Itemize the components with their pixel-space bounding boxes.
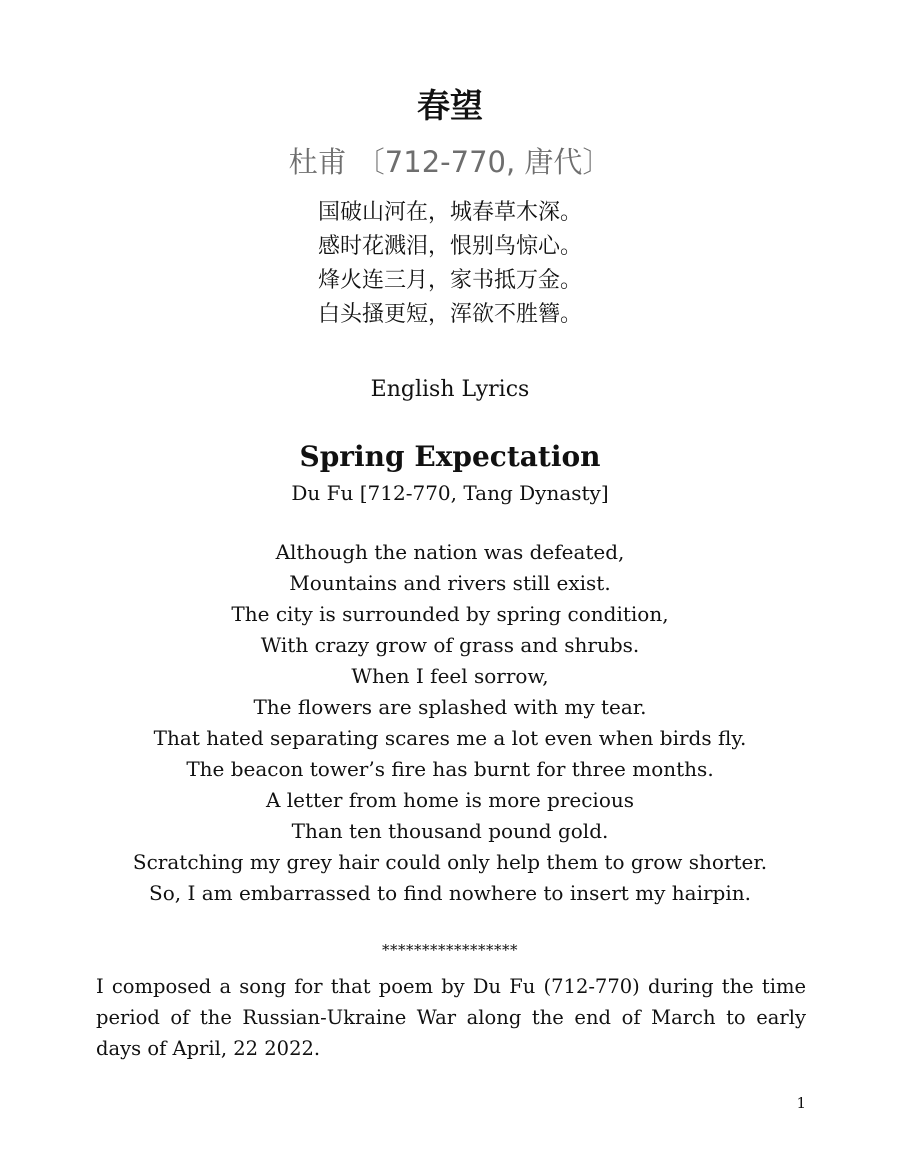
english-poem-line: A letter from home is more precious <box>265 788 635 812</box>
english-poem-body <box>0 537 900 909</box>
english-poem-author: Du Fu [712-770, Tang Dynasty] <box>291 481 609 505</box>
chinese-poem-body <box>0 196 900 332</box>
chinese-poem-line: 烽火连三月，家书抵万金。 <box>317 268 582 293</box>
english-poem-line: Than ten thousand pound gold. <box>291 819 609 843</box>
chinese-poem-line: 国破山河在，城春草木深。 <box>317 200 582 225</box>
english-poem-line: The beacon tower’s fire has burnt for three months. <box>186 757 714 781</box>
chinese-poem-title: 春望 <box>417 86 483 125</box>
chinese-poem-line: 白头搔更短，浑欲不胜簪。 <box>317 302 582 327</box>
composer-note: I composed a song for that poem by Du Fu (712-770) during the time period of the Russian-Ukraine War along the end of March to early days of April, 22 2022. <box>96 975 806 1060</box>
chinese-poem-line: 感时花溅泪，恨别鸟惊心。 <box>317 234 582 259</box>
english-lyrics-heading: English Lyrics <box>370 377 530 402</box>
chinese-poem-author: 杜甫 〔712-770, 唐代〕 <box>288 145 612 179</box>
english-poem-line: So, I am embarrassed to find nowhere to insert my hairpin. <box>149 881 751 905</box>
english-poem-line: Scratching my grey hair could only help them to grow shorter. <box>132 850 768 874</box>
english-poem-title: Spring Expectation <box>299 440 601 473</box>
english-poem-line: The flowers are splashed with my tear. <box>253 695 647 719</box>
english-poem-line: That hated separating scares me a lot even when birds fly. <box>153 726 747 750</box>
english-poem-line: Mountains and rivers still exist. <box>289 571 611 595</box>
english-poem-line: When I feel sorrow, <box>351 664 549 688</box>
page-number: 1 <box>796 1094 806 1112</box>
english-poem-line: With crazy grow of grass and shrubs. <box>260 633 640 657</box>
english-poem-line: Although the nation was defeated, <box>275 540 625 564</box>
section-separator: ***************** <box>382 941 518 959</box>
english-poem-line: The city is surrounded by spring condition, <box>231 602 669 626</box>
